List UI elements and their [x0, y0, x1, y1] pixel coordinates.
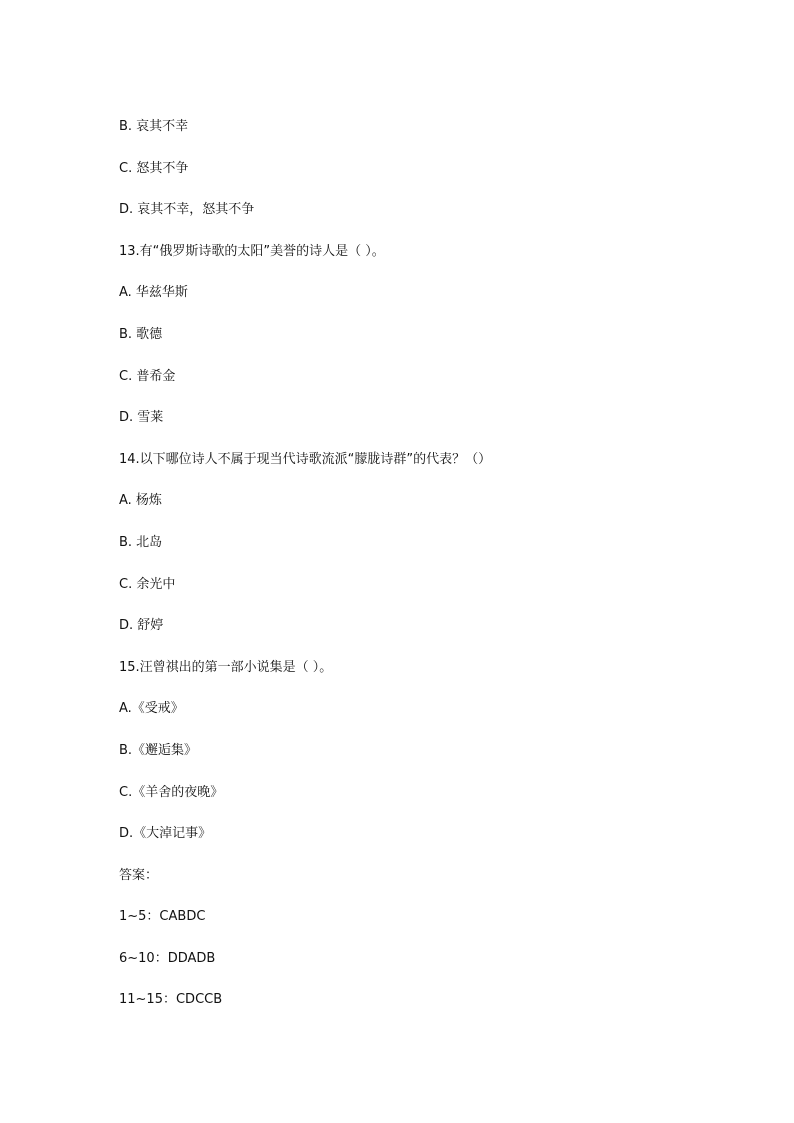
option-line: C.《羊舍的夜晚》 [119, 784, 224, 800]
option-line: A.《受戒》 [119, 701, 184, 717]
option-line: A. 杨炼 [119, 493, 162, 509]
option-line: B. 北岛 [119, 534, 163, 550]
option-line: C. 普希金 [119, 368, 176, 384]
option-line: A. 华兹华斯 [119, 285, 188, 301]
answer-line: 1~5：CABDC [119, 909, 206, 925]
option-line: C. 余光中 [119, 576, 176, 592]
option-line: D. 雪莱 [119, 410, 164, 426]
option-line: B. 哀其不幸 [119, 119, 189, 134]
document-body [119, 117, 759, 1032]
answer-heading: 答案： [119, 867, 159, 883]
option-line: B. 歌德 [119, 326, 163, 342]
question-line: 14.以下哪位诗人不属于现当代诗歌流派“朦胧诗群”的代表？（） [119, 451, 492, 467]
question-line: 13.有“俄罗斯诗歌的太阳”美誉的诗人是（ ）。 [119, 243, 385, 259]
option-line: B.《邂逅集》 [119, 742, 198, 758]
option-line: D. 舒婷 [119, 618, 164, 634]
option-line: C. 怒其不争 [119, 160, 189, 176]
answer-line: 6~10：DDADB [119, 950, 216, 966]
answer-line: 11~15：CDCCB [119, 992, 223, 1008]
option-line: D.《大淖记事》 [119, 826, 212, 842]
option-line: D. 哀其不幸，怒其不争 [119, 202, 255, 218]
question-line: 15.汪曾祺出的第一部小说集是（ ）。 [119, 659, 333, 675]
